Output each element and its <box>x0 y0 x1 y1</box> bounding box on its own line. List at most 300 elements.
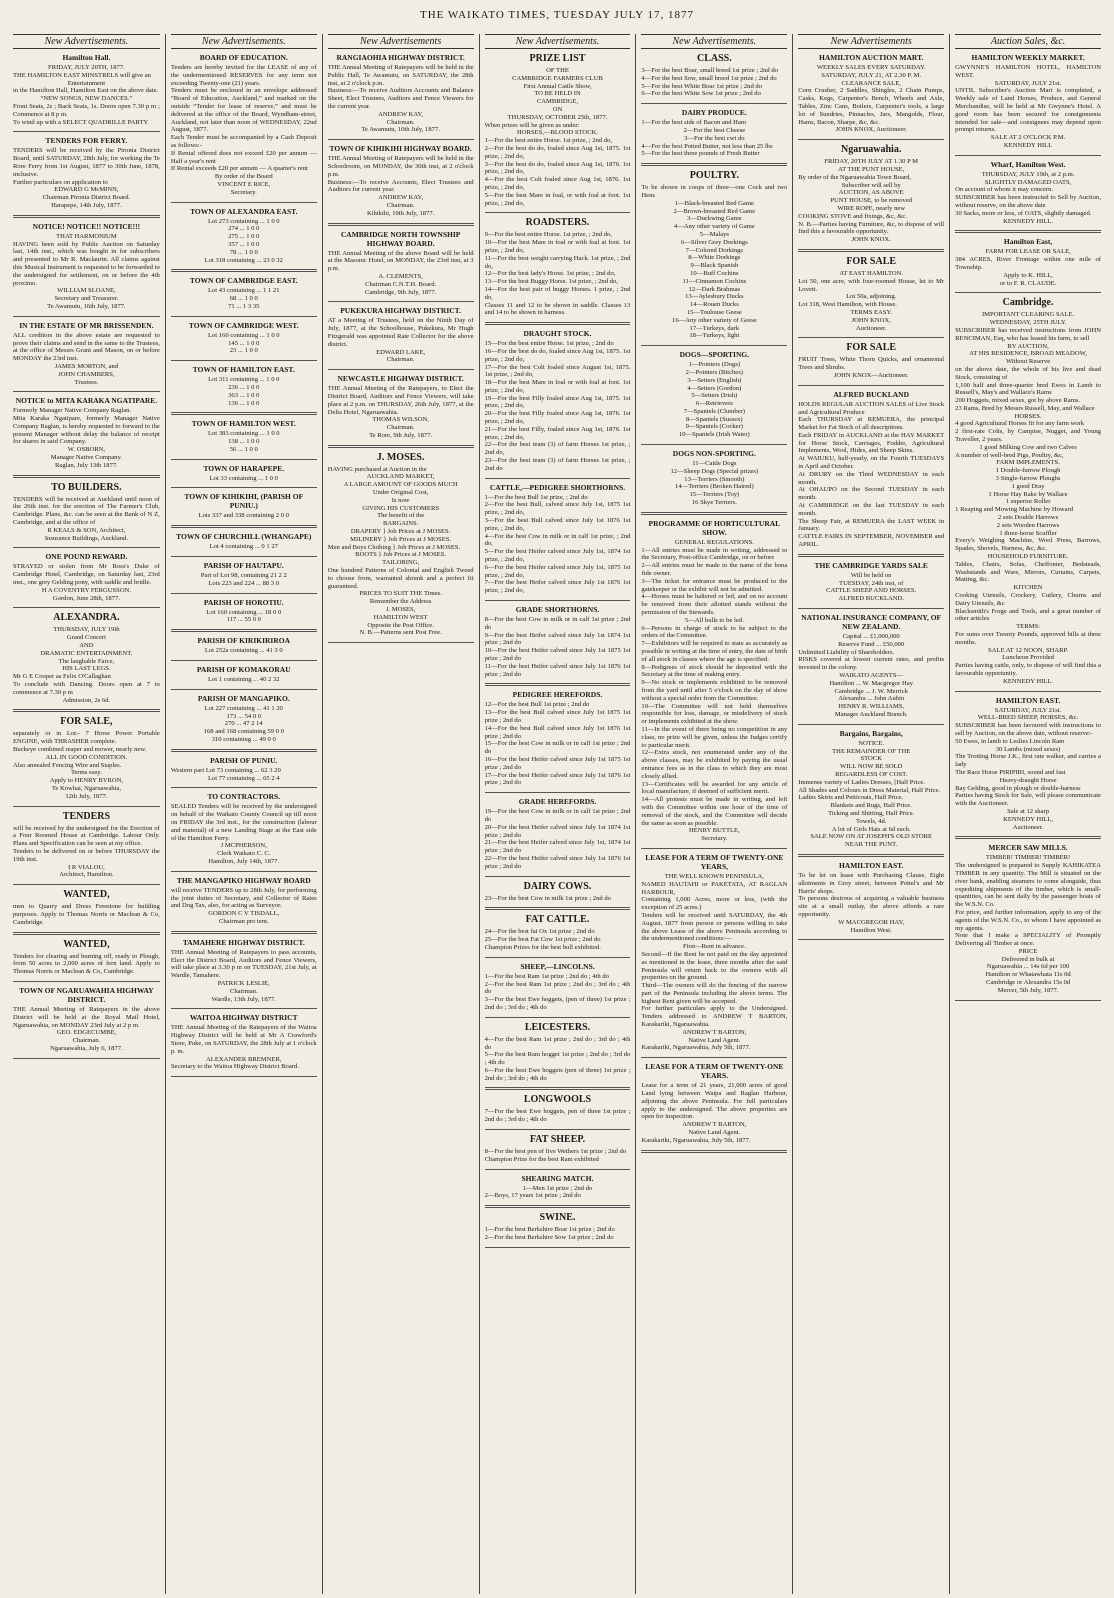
ad-line: 2 sets Double Harrows <box>997 514 1059 522</box>
advertisement <box>955 696 1101 832</box>
ad-line: 8—Pedigrees of stock should be deposited with the Secretary at the time of making entry. <box>641 663 788 679</box>
ad-line: JOHN KNOX—Auctioneer. <box>833 371 909 379</box>
ad-title: IN THE ESTATE OF MR BRISSENDEN. <box>19 320 154 330</box>
advertisement <box>798 861 944 934</box>
advertisement <box>171 756 317 783</box>
ad-line: WILLIAM SLOANE, <box>57 287 116 295</box>
ad-line: Each FRIDAY in AUCKLAND at the HAY MARKET for Horse Stock, Carriages, Fodder, Agricultural Implements, Wool, Hides, and Sheep Skins. <box>798 431 945 455</box>
newspaper-columns <box>8 34 1106 1594</box>
ad-line: 2—For the best Berkshire Sow 1st prize ; 2nd do <box>484 1234 614 1242</box>
ad-line: On account of whom it may concern. <box>955 186 1054 194</box>
divider <box>641 1150 787 1153</box>
ad-line: 13—Terriers (Smooth) <box>684 475 745 483</box>
ad-line: WAIKATO AGENTS— <box>839 672 904 680</box>
ad-line: 12—Sheep Dogs (Special prizes) <box>670 467 759 475</box>
ad-line: SUBSCRIBER has been favoured with instructions to sell by Auction, on the above date, without reserve:- <box>955 722 1101 737</box>
ad-title: NOTICE! NOTICE!! NOTICE!!! <box>32 221 141 231</box>
ad-line: Manager Auckland Branch. <box>834 711 908 718</box>
ad-title: LEASE FOR A TERM OF TWENTY-ONE YEARS. <box>645 1062 784 1081</box>
ad-line: 7—For the best Ewe hoggets, pen of three 1st prize ; 2nd do ; 3rd do ; 4th do <box>484 1108 631 1124</box>
ad-line: Towels, 4d. <box>855 817 887 825</box>
ad-line: KENNEDY HILL <box>1003 141 1053 149</box>
ad-line: 4—Horses must be haltered or led, and on no account be removed from their allotted stands without the permission of the Stewards. <box>641 593 788 617</box>
advertisement <box>485 1134 631 1164</box>
ad-line: PRICES TO SUIT THE Times. <box>359 590 442 598</box>
ad-line: Secretary. <box>701 835 728 843</box>
ad-line: 173 ... 54 0 0 <box>226 712 262 720</box>
divider <box>171 629 317 632</box>
ad-title: Wharf, Hamilton West. <box>990 159 1066 169</box>
ad-title: DOGS NON-SPORTING. <box>672 449 756 459</box>
ad-line: Insurance Buildings, Auckland. <box>44 534 128 542</box>
ad-line: 8—Spaniels (Sussex) <box>686 415 743 423</box>
divider <box>13 1058 160 1059</box>
ad-line: TAILORING, <box>382 559 420 567</box>
ad-line: 6—Persons in charge of stock to be subject to the orders of the Committee. <box>641 624 788 640</box>
ad-line: 14—Terriers (Broken Haired) <box>675 483 754 491</box>
ad-line: To be shown in coops of three—one Cock and two Hens <box>641 184 788 199</box>
ad-line: CATTLE SHEEP AND HORSES. <box>826 587 917 595</box>
advertisement <box>13 986 160 1053</box>
ad-line: Lots 337 and 338 containing 2 0 0 <box>198 512 289 520</box>
ad-line: JAMES MORTON, and <box>54 362 119 370</box>
ad-line: 4—For the best Ram 1st prize ; 2nd do ; 3rd do ; 4th do <box>484 1035 631 1051</box>
ad-line: Secretary. <box>230 188 257 196</box>
divider <box>641 345 787 346</box>
advertisement <box>328 53 474 134</box>
ad-line: 7—Exhibitors will be required to state as accurately as possible in writing at the time of entry, the date of birth of all stock in classes where the age is specified. <box>641 640 788 663</box>
advertisement <box>13 889 160 926</box>
ad-line: ANDREW T BARTON, <box>682 1121 747 1129</box>
divider <box>171 660 317 661</box>
ad-line: 4 good Agricultural Horses fit for any farm work <box>955 420 1085 428</box>
ad-line: 23 Rams, Bred by Messrs Russell, May, and Wallace <box>955 404 1095 412</box>
column-4 <box>479 34 636 1594</box>
ad-line: N. B.—Parties having Furniture, &c, to dispose of will find this a favourable opportunity. <box>798 220 945 236</box>
ad-line: 117 ... 55 0 0 <box>226 616 261 624</box>
ad-line: FRIDAY, JULY 20TH, 1877. <box>48 64 125 71</box>
ad-line: JOHN CHAMBERS, <box>58 370 115 378</box>
advertisement <box>798 53 944 134</box>
ad-line: Business:—To receive Auditors Accounts and Balance Sheet, Elect Trustees, Auditors and Fence Viewers for the current year. <box>327 87 474 110</box>
ad-line: 23 ... 1 0 0 <box>229 347 258 355</box>
ad-line: 1 superior Roller <box>1005 498 1051 506</box>
ad-line: 12—For the best Bull 1st prize ; 2nd do <box>484 701 590 709</box>
divider <box>328 445 474 448</box>
ad-line: Hamilton West. <box>850 926 892 934</box>
ad-line: Each THURSDAY at REMUERA, the principal Market for Fat Stock of all descriptions. <box>798 416 945 432</box>
ad-line: Lot 227 containing ... 41 1 20 <box>204 704 283 712</box>
ad-line: J MCPHERSON, <box>220 842 267 850</box>
ad-line: HOLDS REGULAR AUCTION SALES of Live Stock and Agricultural Produce <box>798 400 945 416</box>
ad-line: Hamilton ... W. Macgregor Hay <box>829 679 913 687</box>
divider <box>798 608 944 609</box>
divider <box>641 444 787 445</box>
ad-line: Lot 252a containing ... 41 3 0 <box>204 647 283 655</box>
ad-line: 12—Extra stock, not enumerated under any of the above classes, may be exhibited by paying the usual entrance fees as in the class to which they are most closely allied. <box>641 749 788 780</box>
ad-line: Parties having cattle, only, to dispose of will find this a favourable opportunity. <box>955 662 1101 677</box>
ad-line: Chairman. <box>386 118 415 126</box>
ad-line: Clerk Waikato C. C. <box>217 850 271 858</box>
ad-line: 200 Hoggets, mixed sexes, got by above Rams. <box>955 397 1081 405</box>
ad-line: Wardle, 13th July, 1877. <box>211 995 276 1003</box>
advertisement <box>485 217 631 317</box>
advertisement <box>171 207 317 265</box>
ad-line: THE Annual Meeting of Ratepayers in the above District will be held at the Royal Mail Hotel, Ngaruawahia, on MONDAY 23rd July at 2 p m. <box>13 1005 160 1029</box>
ad-line: 145 ... 1 0 0 <box>228 339 260 347</box>
ad-line: Chairman. <box>386 356 415 364</box>
divider <box>955 292 1101 293</box>
ad-line: 23—For the best team (3) of farm Horses 1st prize, ; 2nd do <box>484 457 631 472</box>
ad-line: 1—For the best Bull 1st prize, ; 2nd do <box>484 493 588 501</box>
ad-title: SHEEP,—LINCOLNS. <box>520 961 595 971</box>
ad-line: SEALED Tenders will be received by the undersigned on behalf of the Waikato County Council up till noon on FRIDAY the 3rd inst., for the construction (labour and material) of a new Landing Stage at the East side of the Hamilton Ferry. <box>170 803 317 842</box>
advertisement <box>641 853 787 1052</box>
ad-line: EDWARD G McMINN, <box>54 186 119 194</box>
ad-line: 3 Single-furrow Ploughs <box>995 475 1061 483</box>
ad-title: FOR SALE <box>846 342 897 354</box>
ad-line: The benefit of the <box>377 512 425 520</box>
ad-line: 9—For the best Heifer calved since July 1st 1874 1st prize ; 2nd do <box>484 631 631 647</box>
column-3 <box>322 34 479 1594</box>
ad-line: Will be held on <box>850 571 892 579</box>
ad-line: Cambridge, 9th July, 1877. <box>364 288 437 296</box>
ad-title: Hamilton East, <box>1003 237 1053 247</box>
ad-line: 68 ... 1 0 0 <box>229 295 258 303</box>
ad-line: Classes 11 and 12 to be shown in saddle. Classes 13 and 14 to be shown in harness. <box>484 301 631 317</box>
ad-line: Lot 318 containing ... 23 0 32 <box>204 256 283 264</box>
ad-line: Cambridge or Alexandra 15s 0d <box>985 979 1071 987</box>
ad-line: 20—For the best Filly foaled since Aug 1st, 1876. 1st prize, ; 2nd do, <box>484 410 631 426</box>
ad-line: Native Land Agent. <box>688 1036 741 1044</box>
ad-line: 5—Malays <box>699 230 729 238</box>
ad-line: THOMAS WILSON, <box>372 416 429 424</box>
ad-line: 5—All bulls to be led. <box>684 616 744 624</box>
advertisement <box>171 464 317 483</box>
ad-line: 1—Black-breasted Red Game <box>674 199 754 207</box>
advertisement <box>328 374 474 440</box>
ad-title: TO CONTRACTORS. <box>207 792 281 802</box>
ad-line: 1,100 half and three-quarter bred Ewes in Lamb to Russell's, May's and Wallace's Rams <box>955 381 1101 397</box>
advertisement <box>798 256 944 332</box>
ad-line: NAMED HAUTAHI or PAKETATA, AT RAGLAN HARBOUR, <box>641 880 788 896</box>
divider <box>171 459 317 460</box>
ad-line: N. B.—Patterns sent Post Free. <box>359 629 442 637</box>
ad-line: 16—For the best do do, foaled since Aug 1st, 1875. 1st prize, ; 2nd do, <box>484 347 631 363</box>
ad-title: TO BUILDERS. <box>51 481 122 493</box>
ad-line: Apply to HENRY BYRON, <box>49 777 124 785</box>
ad-line: Lot 1 containing ... 40 2 32 <box>207 676 280 684</box>
ad-line: 1 Horse Hay Rake by Wallace <box>988 490 1068 498</box>
ad-line: 6—Silver Grey Dorkings <box>681 238 748 246</box>
ad-line: SUBSCRIBER has received instructions from JOHN RENCIMAN, Esq, who has leased his farm, to sell <box>955 326 1101 342</box>
ad-line: KITCHEN <box>1013 584 1043 592</box>
ad-line: 2—For the best Cheese <box>683 126 746 134</box>
advertisement <box>171 598 317 625</box>
advertisement <box>798 144 944 244</box>
column-header: New Advertisements. <box>641 34 787 49</box>
ad-line: NOTICE. <box>858 739 885 747</box>
column-5 <box>635 34 792 1594</box>
ad-line: THAT HARMONIUM <box>56 232 117 240</box>
ad-line: A LARGE AMOUNT OF GOODS MUCH <box>343 481 458 489</box>
ad-line: Tenders for clearing and burning off, ready to Plough, from 50 acres to 2,000 acres of fern land. Apply to Thomas Norris or Maclean & Co, Cambridge. <box>13 952 160 976</box>
advertisement <box>641 519 787 843</box>
ad-line: 1—Men 1st prize ; 2nd do <box>522 1184 593 1192</box>
ad-line: THE WELL KNOWN PENINSULA, <box>664 872 764 880</box>
ad-title: WANTED, <box>63 889 110 901</box>
ad-line: STOCK <box>860 755 882 763</box>
advertisement <box>13 136 160 209</box>
ad-line: 19—For the best Cow in milk or in calf 1st prize ; 2nd do <box>484 808 631 823</box>
ad-title: TOWN OF HARAPEPE. <box>203 463 285 473</box>
ad-line: Every's Weighing Machine, Wool Press, Barrows, Spades, Shovels, Harness, &c, &c. <box>955 537 1101 553</box>
ad-line: Tables, Chairs, Sofas, Cheffonier, Bedsteads, Washstands and Ware, Mirrors, Curtains, Carpets, Matting, &c. <box>955 560 1101 584</box>
ad-line: 21—For the best Heifer calved since July 1st, 1874 1st prize ; 2nd do <box>484 839 631 855</box>
ad-line: DRAPERY } Job Prices at J MOSES. <box>350 528 451 536</box>
divider <box>13 131 160 132</box>
ad-line: Without Reserve <box>1005 358 1051 366</box>
ad-line: Architect, Hamilton. <box>59 871 114 879</box>
ad-title: TAMAHERE HIGHWAY DISTRICT. <box>182 937 305 947</box>
ad-line: Remember the Address <box>369 598 432 606</box>
ad-line: 3—For the best Ewe hoggets, (pen of three) 1st prize ; 2nd do ; 3rd do ; 4th do <box>484 996 631 1011</box>
ad-line: 9—No stock or implements exhibited to be removed from the yard until after 5 o'clock on the day of show without a special order from the Committee. <box>641 679 788 702</box>
ad-line: W. OSBORN, <box>67 446 106 454</box>
ad-line: THE REMAINDER OF THE <box>832 747 911 755</box>
ad-line: Also annealed Fencing Wire and Staples. <box>13 761 122 769</box>
advertisement <box>798 613 944 719</box>
advertisement <box>328 144 474 217</box>
ad-line: 1 Double-furrow Plough <box>995 467 1061 475</box>
advertisement <box>955 297 1101 685</box>
ad-line: 6—For the best White Sow 1st prize ; 2nd do <box>641 90 761 98</box>
ad-title: CLASS. <box>696 53 732 64</box>
ad-line: GIVING HIS CUSTOMERS <box>362 504 440 512</box>
advertisement <box>485 797 631 870</box>
ad-title: PARISH OF HOROTIU. <box>203 597 284 607</box>
ad-line: CAMBRIDGE, <box>536 98 579 106</box>
ad-title: GRADE HEREFORDS. <box>518 797 597 807</box>
divider <box>171 1008 317 1009</box>
ad-line: 18—Turkeys, light <box>689 332 740 340</box>
advertisement <box>955 843 1101 994</box>
ad-line: Lot 383 containing ... 1 0 0 <box>207 430 280 438</box>
ad-line: UNTIL Subscriber's Auction Mart is completed, a Weekly sale of Land Horses, Produce, and General Merchandise, will be held at Mr Gwynne's Hotel. A good room has been secured for consignments intended for sale—and consignees may depend upon prompt returns. <box>955 87 1101 134</box>
ad-line: Raglan, July 13th 1877. <box>55 461 118 469</box>
ad-line: HAVING purchased at Auction in the <box>327 465 427 473</box>
divider <box>171 871 317 872</box>
ad-line: Ngaruawahia ... 14s 6d per 100 <box>986 963 1070 971</box>
ad-title: HAMILTON WEEKLY MARKET. <box>971 53 1085 62</box>
ad-title: WANTED, <box>63 938 110 950</box>
ad-line: 14—Rouen Ducks <box>689 301 739 309</box>
column-header: New Advertisements. <box>13 34 160 49</box>
ad-line: 1—For the best Berkshire Boar 1st prize ; 2nd do <box>484 1226 615 1234</box>
divider <box>485 792 631 793</box>
ad-line: ALL IN GOOD CONDITION. <box>45 753 128 761</box>
divider <box>171 931 317 934</box>
divider <box>485 322 631 325</box>
ad-line: Second—If the Rent be not paid on the day appointed as mentioned in the lease, three months after the said Peninsula will return back to the owners with all properties on the ground. <box>641 950 788 982</box>
ad-line: Further particulars on application to <box>13 178 108 186</box>
ad-line: Secretary and Treasurer. <box>54 295 119 303</box>
advertisement <box>485 1022 631 1083</box>
ad-line: 5—For the best Mare in foal, or with foal at foot. 1st prize, ; 2nd do, <box>484 191 631 207</box>
ad-line: Karakariki, Ngaruawahia, July 5th, 1877. <box>641 1044 751 1052</box>
ad-line: HAMILTON WEST <box>373 613 428 621</box>
ad-title: TOWN OF CAMBRIDGE EAST. <box>189 276 298 286</box>
divider <box>171 360 317 361</box>
ad-line: THURSDAY, JULY 19th, at 2 p.m. <box>981 170 1075 178</box>
ad-line: HENRY R. WILLIAMS, <box>838 703 905 711</box>
ad-line: 3—For the best Bull calved since July 1st 1876 1st prize, ; 2nd do, <box>484 517 631 532</box>
ad-line: Karakariki, Ngaruawahia, July 5th, 1877. <box>641 1136 751 1144</box>
ad-line: Lot 43 containing ... 1 1 21 <box>207 287 280 295</box>
ad-line: Hamilton or Whatawhata 11s 0d <box>985 971 1071 979</box>
ad-line: Chairman. <box>72 1037 101 1045</box>
ad-line: HENRY BUTTLE, <box>689 827 740 835</box>
ad-line: 25—For the best Fat Cow 1st prize ; 2nd do <box>484 936 601 944</box>
ad-line: KENNEDY HILL. <box>1003 677 1054 685</box>
ad-title: TOWN OF NGARUAWAHIA HIGHWAY DISTRICT. <box>19 985 154 1004</box>
ad-line: Subscriber will sell by <box>841 181 901 189</box>
divider <box>485 876 631 877</box>
ad-title: MERCER SAW MILLS. <box>988 843 1068 853</box>
ad-title: ALEXANDRA. <box>53 612 120 624</box>
ad-line: OF THE <box>546 67 569 74</box>
ad-line: or to F. R. CLAUDE. <box>999 279 1057 287</box>
divider <box>13 607 160 608</box>
divider <box>13 932 160 935</box>
ad-line: If Rental exceeds £20 per annum — A quarter's rent <box>170 165 308 173</box>
column-1 <box>8 34 165 1594</box>
ad-line: 3—Setters (English) <box>687 376 742 384</box>
ad-line: WEDNESDAY, 25TH JULY. <box>989 319 1067 327</box>
ad-line: REGARDLESS OF COST. <box>835 770 908 778</box>
masthead: THE WAIKATO TIMES, TUESDAY JULY 17, 1877 <box>420 9 694 21</box>
ad-title: PARISH OF PUNIU. <box>210 755 278 765</box>
ad-line: Secretary to the Waitoa Highway District Board. <box>170 1063 299 1071</box>
ad-line: 11—For the best Heifer calved since July 1st 1876 1st prize ; 2nd do <box>484 662 631 678</box>
ad-line: ANDREW T BARTON, <box>682 1028 747 1036</box>
advertisement <box>171 1013 317 1071</box>
advertisement <box>171 365 317 407</box>
ad-line: 4—For the best Cow in milk or in calf 1st prize, ; 2nd do, <box>484 532 631 548</box>
advertisement <box>13 612 160 704</box>
ad-title: PEDIGREE HEREFORDS. <box>512 690 603 700</box>
divider <box>798 724 944 725</box>
ad-line: At WAIUKU, half-yearly, on the Fourth TUESDAYS in April and October. <box>798 455 945 471</box>
advertisement <box>13 396 160 469</box>
divider <box>955 230 1101 233</box>
advertisement <box>641 1062 787 1144</box>
ad-line: 13—Certificates will be awarded for any article of local manufacture, if deemed of sufficient merit. <box>641 780 788 796</box>
ad-line: 30 Lambs (mixed sexes) <box>995 745 1061 753</box>
divider <box>328 642 474 643</box>
ad-line: R KEALS & SON, Architect, <box>47 526 126 534</box>
ad-line: Lot 311 containing ... 1 0 0 <box>208 376 280 384</box>
divider <box>328 369 474 370</box>
ad-line: 2—Pointers (Bitches) <box>685 368 743 376</box>
ad-title: PUKEKURA HIGHWAY DISTRICT. <box>340 306 462 316</box>
ad-line: ALEXANDER BREMNER, <box>206 1055 282 1063</box>
ad-line: JOHN KNOX. <box>851 236 891 244</box>
divider <box>798 854 944 857</box>
advertisement <box>328 452 474 638</box>
advertisement <box>485 53 631 207</box>
column-header: New Advertisements. <box>485 34 631 49</box>
ad-line: 15—For the best entire Horse. 1st prize, ; 2nd do <box>484 340 614 348</box>
ad-line: Ladies Skirts and Petticoats, Half Price. <box>798 794 904 802</box>
advertisement <box>955 160 1101 226</box>
ad-line: Cambridge ... J. W. Merrick <box>834 687 908 695</box>
ad-line: 274 ... 1 0 0 <box>228 225 260 233</box>
advertisement <box>171 694 317 744</box>
advertisement <box>13 321 160 387</box>
ad-title: BOARD OF EDUCATION. <box>199 53 288 62</box>
ad-line: Part of Lot 98, containing 21 2 2 <box>200 572 287 580</box>
ad-line: Te Awamutu, 16th July, 1877. <box>47 302 126 310</box>
advertisement <box>485 881 631 903</box>
ad-line: GWYNNE'S HAMILTON HOTEL, HAMILTON WEST. <box>955 64 1101 79</box>
ad-line: For price, and further information, apply to any of the agents of the W.S.N. Co., to whom I have appointed as my agents. <box>955 908 1101 932</box>
divider <box>328 223 474 226</box>
ad-line: 8—For the best pen of five Wethers 1st prize ; 2nd do <box>484 1148 627 1156</box>
ad-line: TENDERS will be received by the Pironia District Board, until SATURDAY, 28th July, for working the Te Rore Ferry from 1st August, 1877 to 30th June, 1878, inclusive. <box>13 147 160 178</box>
ad-line: Lots 223 and 224 ... 88 3 0 <box>208 579 280 587</box>
advertisement <box>485 483 631 595</box>
ad-line: Men and Boys Clothing } Job Prices at J MOSES. <box>327 543 461 551</box>
ad-line: Under Original Cost, <box>372 489 429 497</box>
divider <box>798 337 944 338</box>
divider <box>171 1076 317 1077</box>
ad-line: SALE NOW ON AT JOSEPH'S OLD STORE <box>810 833 933 841</box>
advertisement <box>955 237 1101 287</box>
ad-line: At DRURY on the Third WEDNESDAY in each month. <box>798 470 945 486</box>
ad-line: H A COVENTRY FERGUSSON. <box>41 586 131 594</box>
ad-line: SLIGHTLY DAMAGED OATS, <box>984 178 1072 186</box>
advertisement <box>171 876 317 926</box>
ad-line: MILINERY } Job Prices at J MOSES. <box>350 535 452 543</box>
ad-line: 20—For the best Heifer calved since July 1st 1874 1st prize ; 2nd do <box>484 823 631 839</box>
ad-line: A lot of Girls Hats at 6d each. <box>831 825 911 833</box>
ad-line: 1—For the best Ram 1st prize ; 2nd do ; 4th do <box>484 972 609 980</box>
divider <box>485 1129 631 1130</box>
ad-title: TENDERS FOR FERRY. <box>45 136 128 146</box>
ad-line: 14—For the best pair of buggy Horses. 1 prize, ; 2nd do, <box>484 285 631 301</box>
ad-line: 9—Black Spanish <box>690 262 739 270</box>
ad-title: FAT CATTLE. <box>525 914 590 926</box>
divider <box>171 689 317 690</box>
ad-line: 3—For the best Boar, small breed 1st prize ; 2nd do <box>641 67 778 74</box>
ad-title: HAMILTON EAST. <box>995 695 1061 705</box>
ad-line: Native Land Agent. <box>688 1129 741 1137</box>
ad-line: ALL creditors in the above estate are requested to prove their claims and send in the same to the Trustees, at the office of Messrs Grant and Mason, on or before MONDAY the 23rd inst. <box>13 331 160 363</box>
ad-line: Chairman C.N.T.H. Board. <box>365 280 437 288</box>
ad-line: DRAMATIC ENTERTAINMENT. <box>40 649 133 657</box>
ad-line: A. CLEMENTS, <box>378 272 423 280</box>
ad-line: Gordon, June 28th, 1877. <box>52 594 120 602</box>
ad-line: 1—All entries must be made in writing, addressed to the Secretary, Post-office Cambridge, on or before <box>641 546 788 562</box>
ad-line: When prizes will be given as under: <box>484 121 580 129</box>
ad-line: 18—For the best Mare in foal or with foal at foot. 1st prize, ; 2nd do, <box>484 379 631 394</box>
divider <box>641 1057 787 1058</box>
divider <box>641 163 787 166</box>
divider <box>328 139 474 140</box>
ad-line: 168 and 168 containing 59 0 0 <box>203 728 284 736</box>
ad-line: Chairman pro tem. <box>218 918 269 925</box>
